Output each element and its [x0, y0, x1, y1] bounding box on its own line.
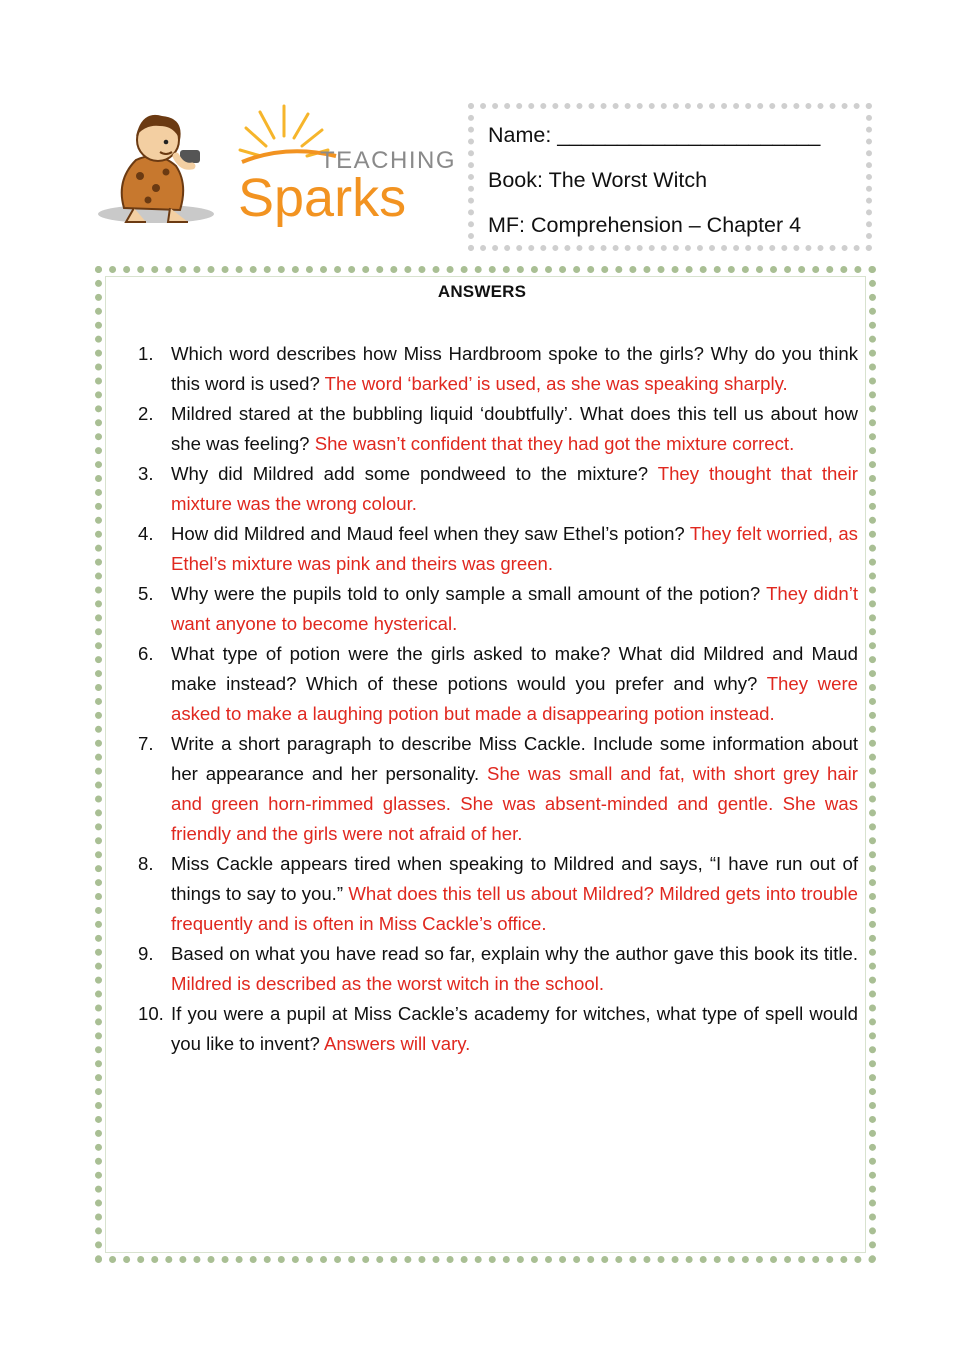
teaching-sparks-logo	[96, 96, 456, 246]
caveman-icon	[122, 115, 200, 222]
question-text: If you were a pupil at Miss Cackle’s academy for witches, what type of spell would you like to invent?	[171, 1003, 858, 1054]
question-text: Based on what you have read so far, explain why the author gave this book its title.	[171, 943, 858, 964]
list-item	[138, 729, 858, 849]
question-text: How did Mildred and Maud feel when they saw Ethel’s potion?	[171, 523, 690, 544]
answer-text: They thought that their mixture was the wrong colour.	[171, 463, 858, 514]
question-text: Write a short paragraph to describe Miss Cackle. Include some information about her appearance and her personality.	[171, 733, 858, 784]
question-number: 4.	[138, 523, 154, 544]
question-text: Which word describes how Miss Hardbroom spoke to the girls? Why do you think this word is used?	[171, 343, 858, 394]
question-text: What type of potion were the girls asked to make? What did Mildred and Maud make instead? Which of these potions would you prefer and why?	[171, 643, 858, 694]
answer-text: Answers will vary.	[323, 1033, 471, 1054]
question-number: 8.	[138, 853, 154, 874]
question-number: 6.	[138, 643, 154, 664]
list-item	[138, 849, 858, 939]
list-item	[138, 399, 858, 459]
answer-text: They were asked to make a laughing potion but made a disappearing potion instead.	[171, 673, 858, 724]
answer-text: The word ‘barked’ is used, as she was speaking sharply.	[324, 373, 788, 394]
question-number: 5.	[138, 583, 154, 604]
answer-text: She wasn’t confident that they had got the mixture correct.	[314, 433, 795, 454]
answer-text: She was small and fat, with short grey hair and green horn-rimmed glasses. She was absent-minded and gentle. She was friendly and the girls were not afraid of her.	[171, 763, 858, 844]
answers-heading: ANSWERS	[437, 282, 527, 301]
logo-word-sparks: Sparks	[238, 168, 407, 228]
answer-text: Mildred is described as the worst witch in the school.	[171, 973, 605, 994]
sparks-rays-icon	[240, 106, 328, 156]
list-item	[138, 999, 858, 1059]
question-text: Why did Mildred add some pondweed to the mixture?	[171, 463, 658, 484]
question-number: 1.	[138, 343, 154, 364]
answer-text: They felt worried, as Ethel’s mixture was pink and theirs was green.	[171, 523, 858, 574]
question-number: 9.	[138, 943, 154, 964]
list-item	[138, 939, 858, 999]
list-item	[138, 639, 858, 729]
answer-text: They didn’t want anyone to become hysterical.	[171, 583, 858, 634]
student-info-box	[468, 103, 872, 251]
question-text: Miss Cackle appears tired when speaking to Mildred and says, “I have run out of things to say to you.”	[171, 853, 858, 904]
answer-text: What does this tell us about Mildred? Mildred gets into trouble frequently and is often in Miss Cackle’s office.	[171, 883, 859, 934]
list-item	[138, 579, 858, 639]
question-number: 3.	[138, 463, 154, 484]
question-number: 7.	[138, 733, 154, 754]
question-list	[138, 339, 858, 1059]
book-title: Book: The Worst Witch	[488, 168, 708, 192]
question-number: 10.	[138, 1003, 164, 1024]
question-text: Why were the pupils told to only sample a small amount of the potion?	[171, 583, 767, 604]
logo-word-teaching: TEACHING	[320, 147, 456, 174]
list-item	[138, 519, 858, 579]
list-item	[138, 339, 858, 399]
name-field[interactable]: Name: ______________________	[488, 123, 821, 147]
list-item	[138, 459, 858, 519]
question-text: Mildred stared at the bubbling liquid ‘doubtfully’. What does this tell us about how she was feeling?	[171, 403, 858, 454]
question-number: 2.	[138, 403, 154, 424]
mf-subtitle: MF: Comprehension – Chapter 4	[488, 213, 802, 237]
